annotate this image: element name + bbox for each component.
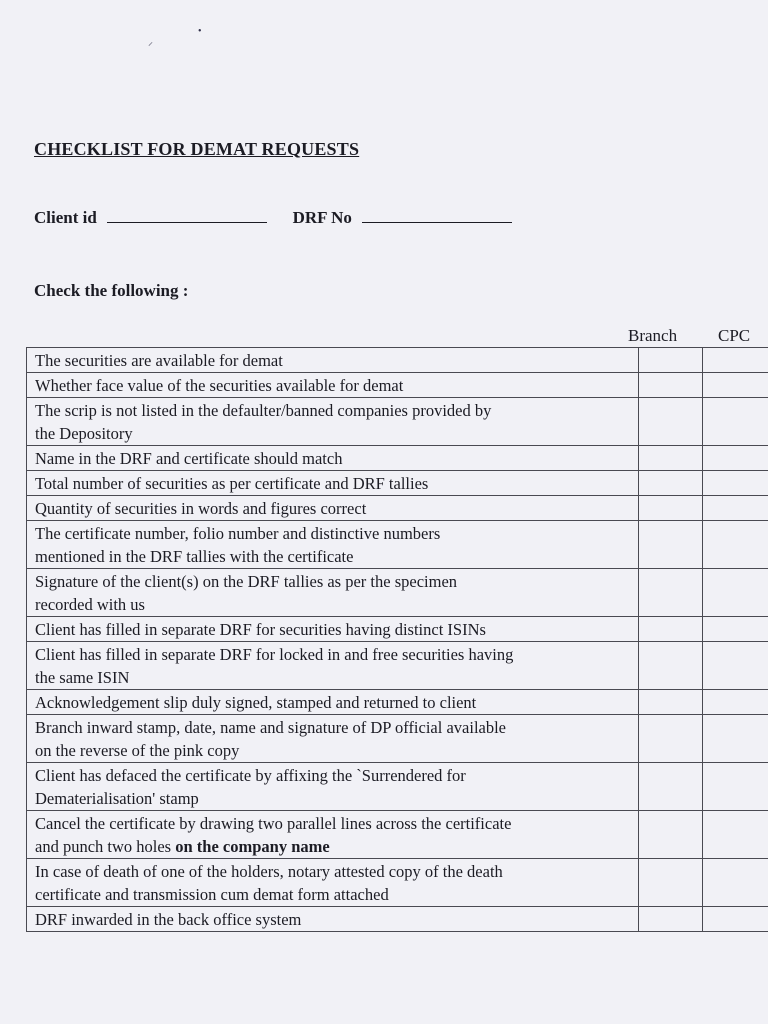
client-id-label: Client id	[34, 208, 97, 227]
cpc-check-cell[interactable]	[703, 446, 768, 471]
checklist-row	[27, 859, 768, 907]
checklist-item-text	[27, 907, 639, 932]
checklist-item-text	[27, 811, 639, 859]
item-line: DRF inwarded in the back office system	[35, 910, 302, 929]
client-id-blank[interactable]	[107, 208, 267, 223]
item-line: Total number of securities as per certificate and DRF tallies	[35, 474, 429, 493]
branch-check-cell[interactable]	[638, 348, 703, 373]
item-line: Dematerialisation' stamp	[35, 789, 199, 808]
drf-no-label: DRF No	[292, 208, 352, 227]
request-fields	[34, 208, 512, 228]
checklist-item-text	[27, 715, 639, 763]
checklist-table	[26, 347, 768, 932]
checklist-item-text	[27, 373, 639, 398]
cpc-check-cell[interactable]	[703, 569, 768, 617]
checklist-row	[27, 446, 768, 471]
checklist-row	[27, 811, 768, 859]
item-line: Cancel the certificate by drawing two parallel lines across the certificate	[35, 814, 512, 833]
checklist-row	[27, 496, 768, 521]
item-line: certificate and transmission cum demat form attached	[35, 885, 389, 904]
checklist-item-text	[27, 521, 639, 569]
branch-check-cell[interactable]	[638, 617, 703, 642]
cpc-check-cell[interactable]	[703, 373, 768, 398]
item-line: on the reverse of the pink copy	[35, 741, 240, 760]
branch-check-cell[interactable]	[638, 811, 703, 859]
branch-check-cell[interactable]	[638, 446, 703, 471]
item-line: the Depository	[35, 424, 133, 443]
cpc-check-cell[interactable]	[703, 715, 768, 763]
scan-mark: •	[198, 26, 202, 37]
cpc-check-cell[interactable]	[703, 642, 768, 690]
branch-check-cell[interactable]	[638, 642, 703, 690]
drf-no-blank[interactable]	[362, 208, 512, 223]
checklist-item-text	[27, 446, 639, 471]
checklist-row	[27, 471, 768, 496]
checklist-item-text	[27, 569, 639, 617]
cpc-check-cell[interactable]	[703, 617, 768, 642]
cpc-check-cell[interactable]	[703, 811, 768, 859]
cpc-check-cell[interactable]	[703, 859, 768, 907]
checklist-item-text	[27, 690, 639, 715]
checklist-item-text	[27, 642, 639, 690]
item-line: Acknowledgement slip duly signed, stamped and returned to client	[35, 693, 477, 712]
checklist-row	[27, 569, 768, 617]
checklist-row	[27, 521, 768, 569]
cpc-check-cell[interactable]	[703, 471, 768, 496]
checklist-item-text	[27, 348, 639, 373]
checklist-item-text	[27, 496, 639, 521]
checklist-row	[27, 642, 768, 690]
item-line: Client has defaced the certificate by affixing the `Surrendered for	[35, 766, 466, 785]
cpc-check-cell[interactable]	[703, 348, 768, 373]
branch-check-cell[interactable]	[638, 471, 703, 496]
checklist-row	[27, 907, 768, 932]
branch-check-cell[interactable]	[638, 763, 703, 811]
item-line: Quantity of securities in words and figures correct	[35, 499, 367, 518]
scan-mark: ⸝	[148, 37, 153, 48]
branch-check-cell[interactable]	[638, 907, 703, 932]
branch-check-cell[interactable]	[638, 373, 703, 398]
item-emphasis: on the company name	[175, 837, 330, 856]
checklist-item-text	[27, 763, 639, 811]
item-line: In case of death of one of the holders, notary attested copy of the death	[35, 862, 503, 881]
checklist-row	[27, 348, 768, 373]
cpc-check-cell[interactable]	[703, 690, 768, 715]
checklist-item-text	[27, 859, 639, 907]
cpc-column-header: CPC	[718, 326, 751, 345]
cpc-check-cell[interactable]	[703, 763, 768, 811]
item-line: mentioned in the DRF tallies with the certificate	[35, 547, 354, 566]
item-line: Client has filled in separate DRF for securities having distinct ISINs	[35, 620, 486, 639]
item-line: Branch inward stamp, date, name and signature of DP official available	[35, 718, 507, 737]
checklist-row	[27, 398, 768, 446]
cpc-check-cell[interactable]	[703, 398, 768, 446]
item-line: Whether face value of the securities available for demat	[35, 376, 404, 395]
checklist-row	[27, 690, 768, 715]
checklist-row	[27, 763, 768, 811]
checklist-item-text	[27, 471, 639, 496]
branch-check-cell[interactable]	[638, 496, 703, 521]
branch-check-cell[interactable]	[638, 859, 703, 907]
checklist-item-text	[27, 617, 639, 642]
cpc-check-cell[interactable]	[703, 521, 768, 569]
page-title: CHECKLIST FOR DEMAT REQUESTS	[34, 139, 360, 159]
item-line: Signature of the client(s) on the DRF tallies as per the specimen	[35, 572, 458, 591]
item-line: Name in the DRF and certificate should match	[35, 449, 343, 468]
branch-check-cell[interactable]	[638, 715, 703, 763]
checklist-row	[27, 617, 768, 642]
branch-check-cell[interactable]	[638, 521, 703, 569]
item-line: The certificate number, folio number and distinctive numbers	[35, 524, 441, 543]
checklist-item-text	[27, 398, 639, 446]
item-line: The scrip is not listed in the defaulter/banned companies provided by	[35, 401, 492, 420]
item-line: The securities are available for demat	[35, 351, 283, 370]
item-line: the same ISIN	[35, 668, 130, 687]
branch-check-cell[interactable]	[638, 690, 703, 715]
cpc-check-cell[interactable]	[703, 907, 768, 932]
item-line: and punch two holes	[35, 837, 176, 856]
item-line: recorded with us	[35, 595, 145, 614]
instruction-heading: Check the following :	[34, 281, 189, 300]
checklist-row	[27, 715, 768, 763]
item-line: Client has filled in separate DRF for locked in and free securities having	[35, 645, 514, 664]
branch-check-cell[interactable]	[638, 398, 703, 446]
cpc-check-cell[interactable]	[703, 496, 768, 521]
branch-check-cell[interactable]	[638, 569, 703, 617]
branch-column-header: Branch	[628, 326, 678, 345]
checklist-row	[27, 373, 768, 398]
